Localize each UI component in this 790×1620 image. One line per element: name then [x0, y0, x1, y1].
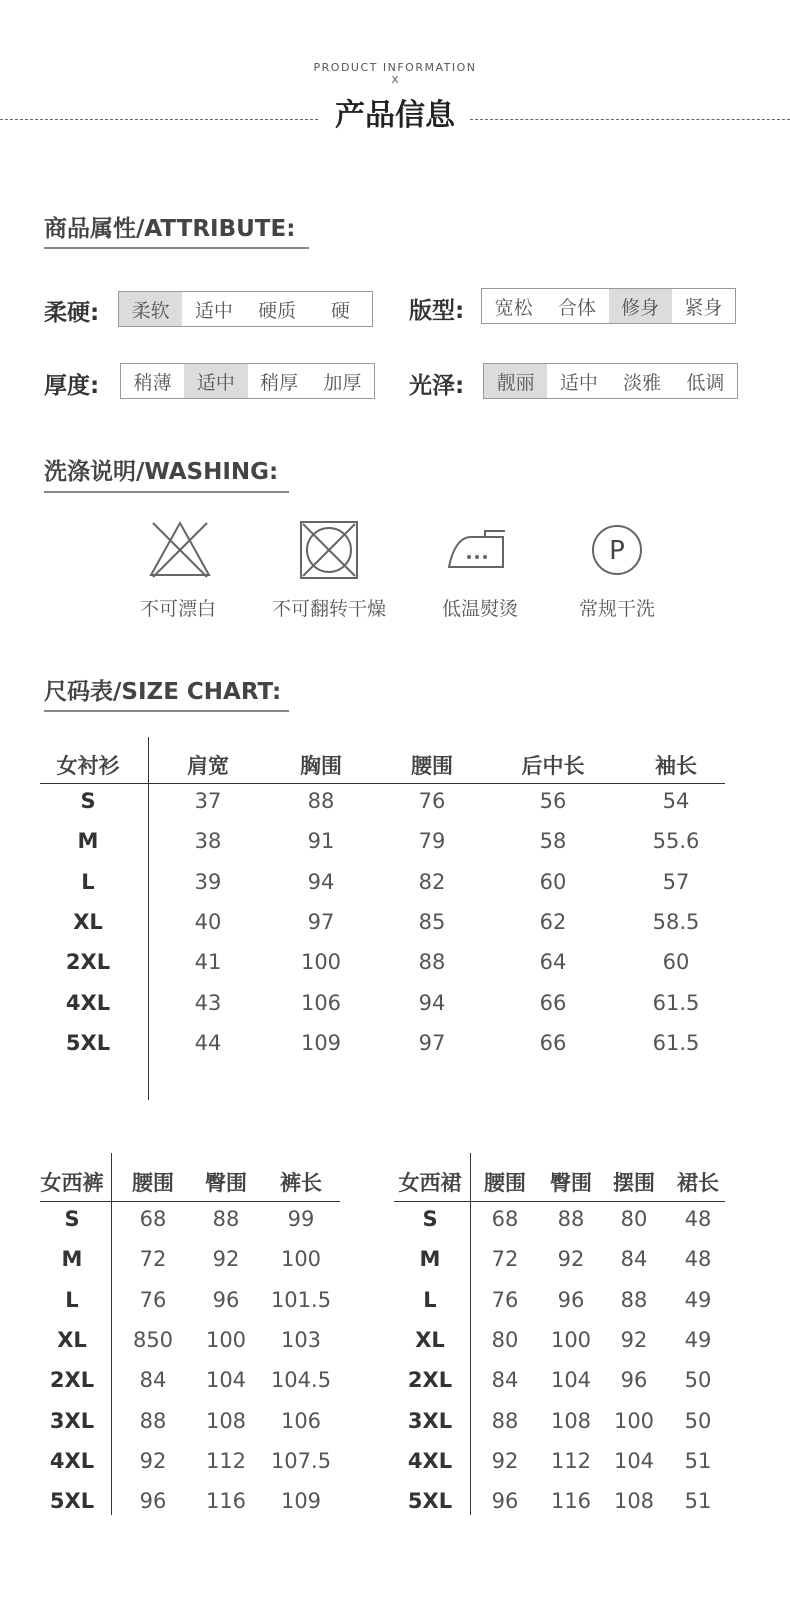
- size-label: L: [423, 1287, 437, 1312]
- table-cell: 112: [205, 1448, 247, 1473]
- size-label: XL: [73, 909, 103, 934]
- header-x-mark: X: [391, 75, 399, 86]
- table-cell: 84: [491, 1368, 519, 1393]
- table-cell: 68: [491, 1207, 519, 1231]
- table-cell: 41: [194, 950, 222, 975]
- table-cell: 68: [139, 1207, 167, 1231]
- table-cell: 72: [139, 1247, 167, 1272]
- table-cell: 108: [613, 1489, 655, 1514]
- table-cell: 39: [194, 869, 222, 894]
- size-label: M: [61, 1247, 83, 1272]
- table-cell: 60: [662, 950, 690, 975]
- table-cell: 43: [194, 990, 222, 1015]
- size-label: L: [65, 1287, 79, 1312]
- table-cell: 97: [307, 909, 335, 934]
- column-header: 摆围: [613, 1171, 655, 1195]
- column-header: 臀围: [550, 1171, 592, 1195]
- size-label: S: [80, 789, 96, 813]
- header-subtitle: PRODUCT INFORMATION: [313, 61, 477, 74]
- attr-option: 加厚: [323, 371, 362, 394]
- table-cell: 44: [194, 1030, 222, 1055]
- table-cell: 55.6: [652, 829, 700, 854]
- size-chart-section-title: 尺码表/SIZE CHART:: [44, 679, 282, 705]
- size-label: 4XL: [49, 1448, 95, 1473]
- table-cell: 48: [684, 1207, 712, 1231]
- column-header: 肩宽: [187, 754, 229, 778]
- table-cell: 107.5: [270, 1448, 332, 1473]
- table-cell: 51: [684, 1489, 712, 1514]
- attr-option: 稍厚: [260, 371, 299, 394]
- table-cell: 99: [287, 1207, 315, 1231]
- column-header: 后中长: [521, 754, 585, 778]
- table-cell: 96: [620, 1368, 648, 1393]
- svg-text:P: P: [609, 536, 625, 566]
- table-cell: 94: [307, 869, 335, 894]
- table-cell: 108: [205, 1408, 247, 1433]
- header-divider-right: [470, 119, 790, 120]
- size-label: 2XL: [65, 950, 111, 975]
- size-label: L: [81, 869, 95, 894]
- table-cell: 88: [418, 950, 446, 975]
- table-cell: 60: [539, 869, 567, 894]
- table-cell: 96: [491, 1489, 519, 1514]
- wash-label: 不可漂白: [139, 598, 216, 620]
- table-cell: 850: [132, 1327, 174, 1352]
- table-cell: 38: [194, 829, 222, 854]
- attr-option: 修身: [609, 289, 672, 323]
- washing-section-underline: [44, 491, 289, 493]
- attr-option: 稍薄: [133, 371, 172, 394]
- table-cell: 116: [205, 1489, 247, 1514]
- table-cell: 92: [620, 1327, 648, 1352]
- table-cell: 76: [491, 1287, 519, 1312]
- attr-label-thickness: 厚度:: [44, 373, 100, 399]
- table-divider-vertical: [470, 1153, 471, 1515]
- size-label: XL: [57, 1327, 87, 1352]
- table-cell: 91: [307, 829, 335, 854]
- table-title: 女西裙: [398, 1171, 462, 1195]
- table-cell: 100: [205, 1327, 247, 1352]
- table-cell: 103: [280, 1327, 322, 1352]
- table-cell: 50: [684, 1368, 712, 1393]
- table-cell: 84: [139, 1368, 167, 1393]
- attr-option: 适中: [194, 299, 233, 322]
- washing-section-title: 洗涤说明/WASHING:: [44, 459, 279, 485]
- table-cell: 76: [418, 789, 446, 813]
- attr-label-softness: 柔硬:: [44, 300, 100, 326]
- column-header: 胸围: [300, 754, 342, 778]
- attr-label-fit: 版型:: [409, 298, 465, 324]
- table-cell: 104.5: [270, 1368, 332, 1393]
- table-cell: 88: [307, 789, 335, 813]
- column-header: 腰围: [132, 1171, 174, 1195]
- table-cell: 61.5: [652, 1030, 700, 1055]
- table-cell: 101.5: [270, 1287, 332, 1312]
- attr-options-gloss: [483, 363, 738, 399]
- table-cell: 100: [550, 1327, 592, 1352]
- attr-options-fit: [481, 288, 736, 324]
- table-cell: 37: [194, 789, 222, 813]
- table-divider-horizontal: [394, 1201, 725, 1202]
- column-header: 袖长: [655, 754, 697, 778]
- table-cell: 64: [539, 950, 567, 975]
- table-cell: 109: [280, 1489, 322, 1514]
- attr-option: 硬: [330, 299, 350, 322]
- table-cell: 97: [418, 1030, 446, 1055]
- table-cell: 66: [539, 990, 567, 1015]
- table-divider-horizontal: [40, 783, 725, 784]
- attr-option: 硬质: [258, 299, 297, 322]
- table-cell: 100: [280, 1247, 322, 1272]
- table-cell: 50: [684, 1408, 712, 1433]
- table-cell: 84: [620, 1247, 648, 1272]
- column-header: 臀围: [205, 1171, 247, 1195]
- table-cell: 48: [684, 1247, 712, 1272]
- size-label: 5XL: [407, 1489, 453, 1514]
- table-cell: 94: [418, 990, 446, 1015]
- table-cell: 112: [550, 1448, 592, 1473]
- table-cell: 108: [550, 1408, 592, 1433]
- table-cell: 104: [205, 1368, 247, 1393]
- table-cell: 62: [539, 909, 567, 934]
- attr-option: 合体: [557, 296, 596, 319]
- table-cell: 104: [613, 1448, 655, 1473]
- size-label: M: [419, 1247, 441, 1272]
- table-cell: 88: [620, 1287, 648, 1312]
- table-cell: 66: [539, 1030, 567, 1055]
- table-cell: 58: [539, 829, 567, 854]
- size-label: 3XL: [407, 1408, 453, 1433]
- table-cell: 109: [300, 1030, 342, 1055]
- page-title: 产品信息: [335, 98, 455, 133]
- attr-option: 宽松: [494, 296, 533, 319]
- table-cell: 100: [300, 950, 342, 975]
- size-label: S: [422, 1207, 438, 1231]
- table-cell: 92: [557, 1247, 585, 1272]
- table-cell: 85: [418, 909, 446, 934]
- table-cell: 82: [418, 869, 446, 894]
- low-iron-icon: [445, 515, 515, 585]
- table-cell: 96: [212, 1287, 240, 1312]
- table-cell: 58.5: [652, 909, 700, 934]
- size-label: 2XL: [49, 1368, 95, 1393]
- table-divider-vertical: [148, 737, 149, 1100]
- table-cell: 40: [194, 909, 222, 934]
- attr-options-softness: [118, 291, 373, 327]
- attr-option: 适中: [559, 371, 598, 394]
- no-tumble-dry-icon: [294, 515, 364, 585]
- table-cell: 106: [300, 990, 342, 1015]
- table-cell: 57: [662, 869, 690, 894]
- table-cell: 88: [491, 1408, 519, 1433]
- column-header: 裙长: [677, 1171, 719, 1195]
- table-cell: 92: [212, 1247, 240, 1272]
- size-label: S: [64, 1207, 80, 1231]
- size-label: M: [77, 829, 99, 854]
- table-cell: 96: [557, 1287, 585, 1312]
- table-cell: 61.5: [652, 990, 700, 1015]
- table-cell: 80: [620, 1207, 648, 1231]
- size-label: 4XL: [407, 1448, 453, 1473]
- table-cell: 79: [418, 829, 446, 854]
- no-bleach-icon: [145, 515, 215, 585]
- table-cell: 96: [139, 1489, 167, 1514]
- table-cell: 88: [139, 1408, 167, 1433]
- wash-label: 常规干洗: [578, 598, 655, 620]
- size-label: 3XL: [49, 1408, 95, 1433]
- attr-option: 紧身: [684, 296, 723, 319]
- attribute-section-title: 商品属性/ATTRIBUTE:: [44, 216, 296, 242]
- table-cell: 104: [550, 1368, 592, 1393]
- table-cell: 49: [684, 1327, 712, 1352]
- table-cell: 92: [139, 1448, 167, 1473]
- attr-label-gloss: 光泽:: [409, 373, 465, 399]
- table-cell: 92: [491, 1448, 519, 1473]
- attr-option: 适中: [184, 364, 247, 398]
- table-cell: 80: [491, 1327, 519, 1352]
- wash-label: 不可翻转干燥: [271, 598, 386, 620]
- size-label: 5XL: [49, 1489, 95, 1514]
- table-title: 女衬衫: [56, 754, 120, 778]
- column-header: 裤长: [280, 1171, 322, 1195]
- attr-option: 淡雅: [623, 371, 662, 394]
- table-cell: 49: [684, 1287, 712, 1312]
- attribute-section-underline: [44, 247, 309, 249]
- size-chart-section-underline: [44, 710, 289, 712]
- column-header: 腰围: [411, 754, 453, 778]
- wash-label: 低温熨烫: [441, 598, 518, 620]
- table-cell: 76: [139, 1287, 167, 1312]
- table-cell: 54: [662, 789, 690, 813]
- attr-option: 低调: [686, 371, 725, 394]
- attr-option: 柔软: [119, 292, 182, 326]
- dry-clean-p-icon: [582, 515, 652, 585]
- table-cell: 100: [613, 1408, 655, 1433]
- table-cell: 72: [491, 1247, 519, 1272]
- size-label: 2XL: [407, 1368, 453, 1393]
- table-cell: 116: [550, 1489, 592, 1514]
- size-label: 4XL: [65, 990, 111, 1015]
- table-cell: 51: [684, 1448, 712, 1473]
- table-cell: 106: [280, 1408, 322, 1433]
- table-cell: 88: [557, 1207, 585, 1231]
- size-label: 5XL: [65, 1030, 111, 1055]
- table-cell: 88: [212, 1207, 240, 1231]
- table-cell: 56: [539, 789, 567, 813]
- size-label: XL: [415, 1327, 445, 1352]
- attr-option: 靓丽: [484, 364, 547, 398]
- column-header: 腰围: [484, 1171, 526, 1195]
- table-divider-horizontal: [40, 1201, 340, 1202]
- table-divider-vertical: [111, 1153, 112, 1515]
- table-title: 女西裤: [40, 1171, 104, 1195]
- attr-options-thickness: [120, 363, 375, 399]
